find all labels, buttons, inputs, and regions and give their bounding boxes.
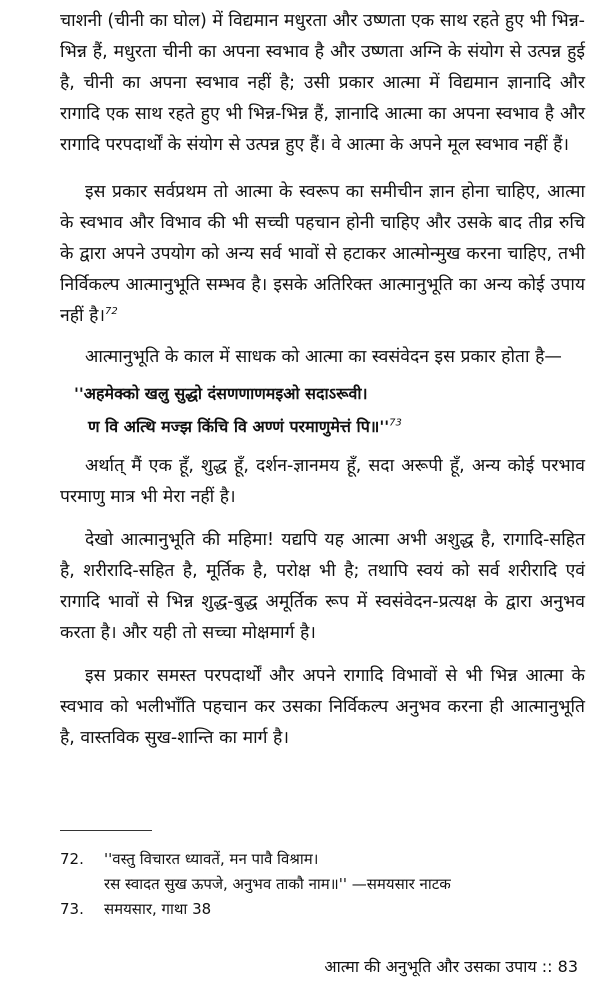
footnote-text: समयसार, गाथा 38 [104,900,212,918]
paragraph-5: देखो आत्मानुभूति की महिमा! यद्यपि यह आत्मा अभी अशुद्ध है, रागादि-सहित है, शरीरादि-सहित है, मूर्तिक है, परोक्ष भी है; तथापि स्वयं को सर्व शरीरादि एवं रागादि भावों से भिन्न शुद्ध-बुद्ध अमूर्तिक रूप में स्वसंवेदन-प्रत्यक्ष के द्वारा अनुभव करता है। और यही तो सच्चा मोक्षमार्ग है। [60,530,585,643]
footnote-divider [60,830,152,831]
page-number: 83 [557,957,578,976]
paragraph-2-text: इस प्रकार सर्वप्रथम तो आत्मा के स्वरूप का समीचीन ज्ञान होना चाहिए, आत्मा के स्वभाव और विभाव की भी सच्ची पहचान होनी चाहिए और उसके बाद तीव्र रुचि के द्वारा अपने उपयोग को अन्य सर्व भावों से हटाकर आत्मोन्मुख करना चाहिए, तभी निर्विकल्प आत्मानुभूति सम्भव है। इसके अतिरिक्त आत्मानुभूति का अन्य कोई उपाय नहीं है। [60,182,585,326]
running-footer [324,956,578,978]
footnote-number: 72. [60,850,84,868]
running-footer-title: आत्मा की अनुभूति और उसका उपाय [324,957,537,976]
footnote-line: ''वस्तु विचारत ध्यावतें, मन पावै विश्राम। [104,850,319,868]
footnote-ref-73: 73 [389,417,402,429]
page-body [60,0,585,754]
footnote-73 [60,897,585,922]
paragraph-6: इस प्रकार समस्त परपदार्थों और अपने रागादि विभावों से भी भिन्न आत्मा के स्वभाव को भलीभाँति पहचान कर उसका निर्विकल्प अनुभव करना ही आत्मानुभूति है, वास्तविक सुख-शान्ति का मार्ग है। [60,666,585,748]
quote-line-2-text: ण वि अत्थि मज्झ किंचि वि अण्णं परमाणुमेत्तं पि॥'' [88,417,390,436]
footnote-line: रस स्वादत सुख ऊपजे, अनुभव ताकौ नाम॥'' —समयसार नाटक [104,875,451,893]
paragraph-3: आत्मानुभूति के काल में साधक को आत्मा का स्वसंवेदन इस प्रकार होता है— [85,347,562,367]
paragraph-4: अर्थात् मैं एक हूँ, शुद्ध हूँ, दर्शन-ज्ञानमय हूँ, सदा अरूपी हूँ, अन्य कोई परभाव परमाणु मात्र भी मेरा नहीं है। [60,456,585,507]
footnotes [60,830,585,922]
prakrit-quote [74,377,585,443]
footnote-number: 73. [60,900,84,918]
quote-line-1: ''अहमेक्को खलु सुद्धो दंसणणाणमइओ सदाऽरूवी। [74,384,368,403]
paragraph-2 [60,177,585,332]
footnote-text [104,847,585,897]
paragraph-1: चाशनी (चीनी का घोल) में विद्यमान मधुरता और उष्णता एक साथ रहते हुए भी भिन्न-भिन्न हैं, मधुरता चीनी का अपना स्वभाव है और उष्णता अग्नि के संयोग से उत्पन्न हुई है, चीनी का अपना स्वभाव नहीं है; उसी प्रकार आत्मा में विद्यमान ज्ञानादि और रागादि एक साथ रहते हुए भी भिन्न-भिन्न हैं, ज्ञानादि आत्मा का अपना स्वभाव है और रागादि परपदार्थों के संयोग से उत्पन्न हुए हैं। वे आत्मा के अपने मूल स्वभाव नहीं हैं। [60,11,585,155]
quote-line-2 [88,410,585,443]
footnote-72 [60,847,585,897]
footnote-ref-72: 72 [105,306,118,318]
running-footer-separator: :: [541,957,553,976]
